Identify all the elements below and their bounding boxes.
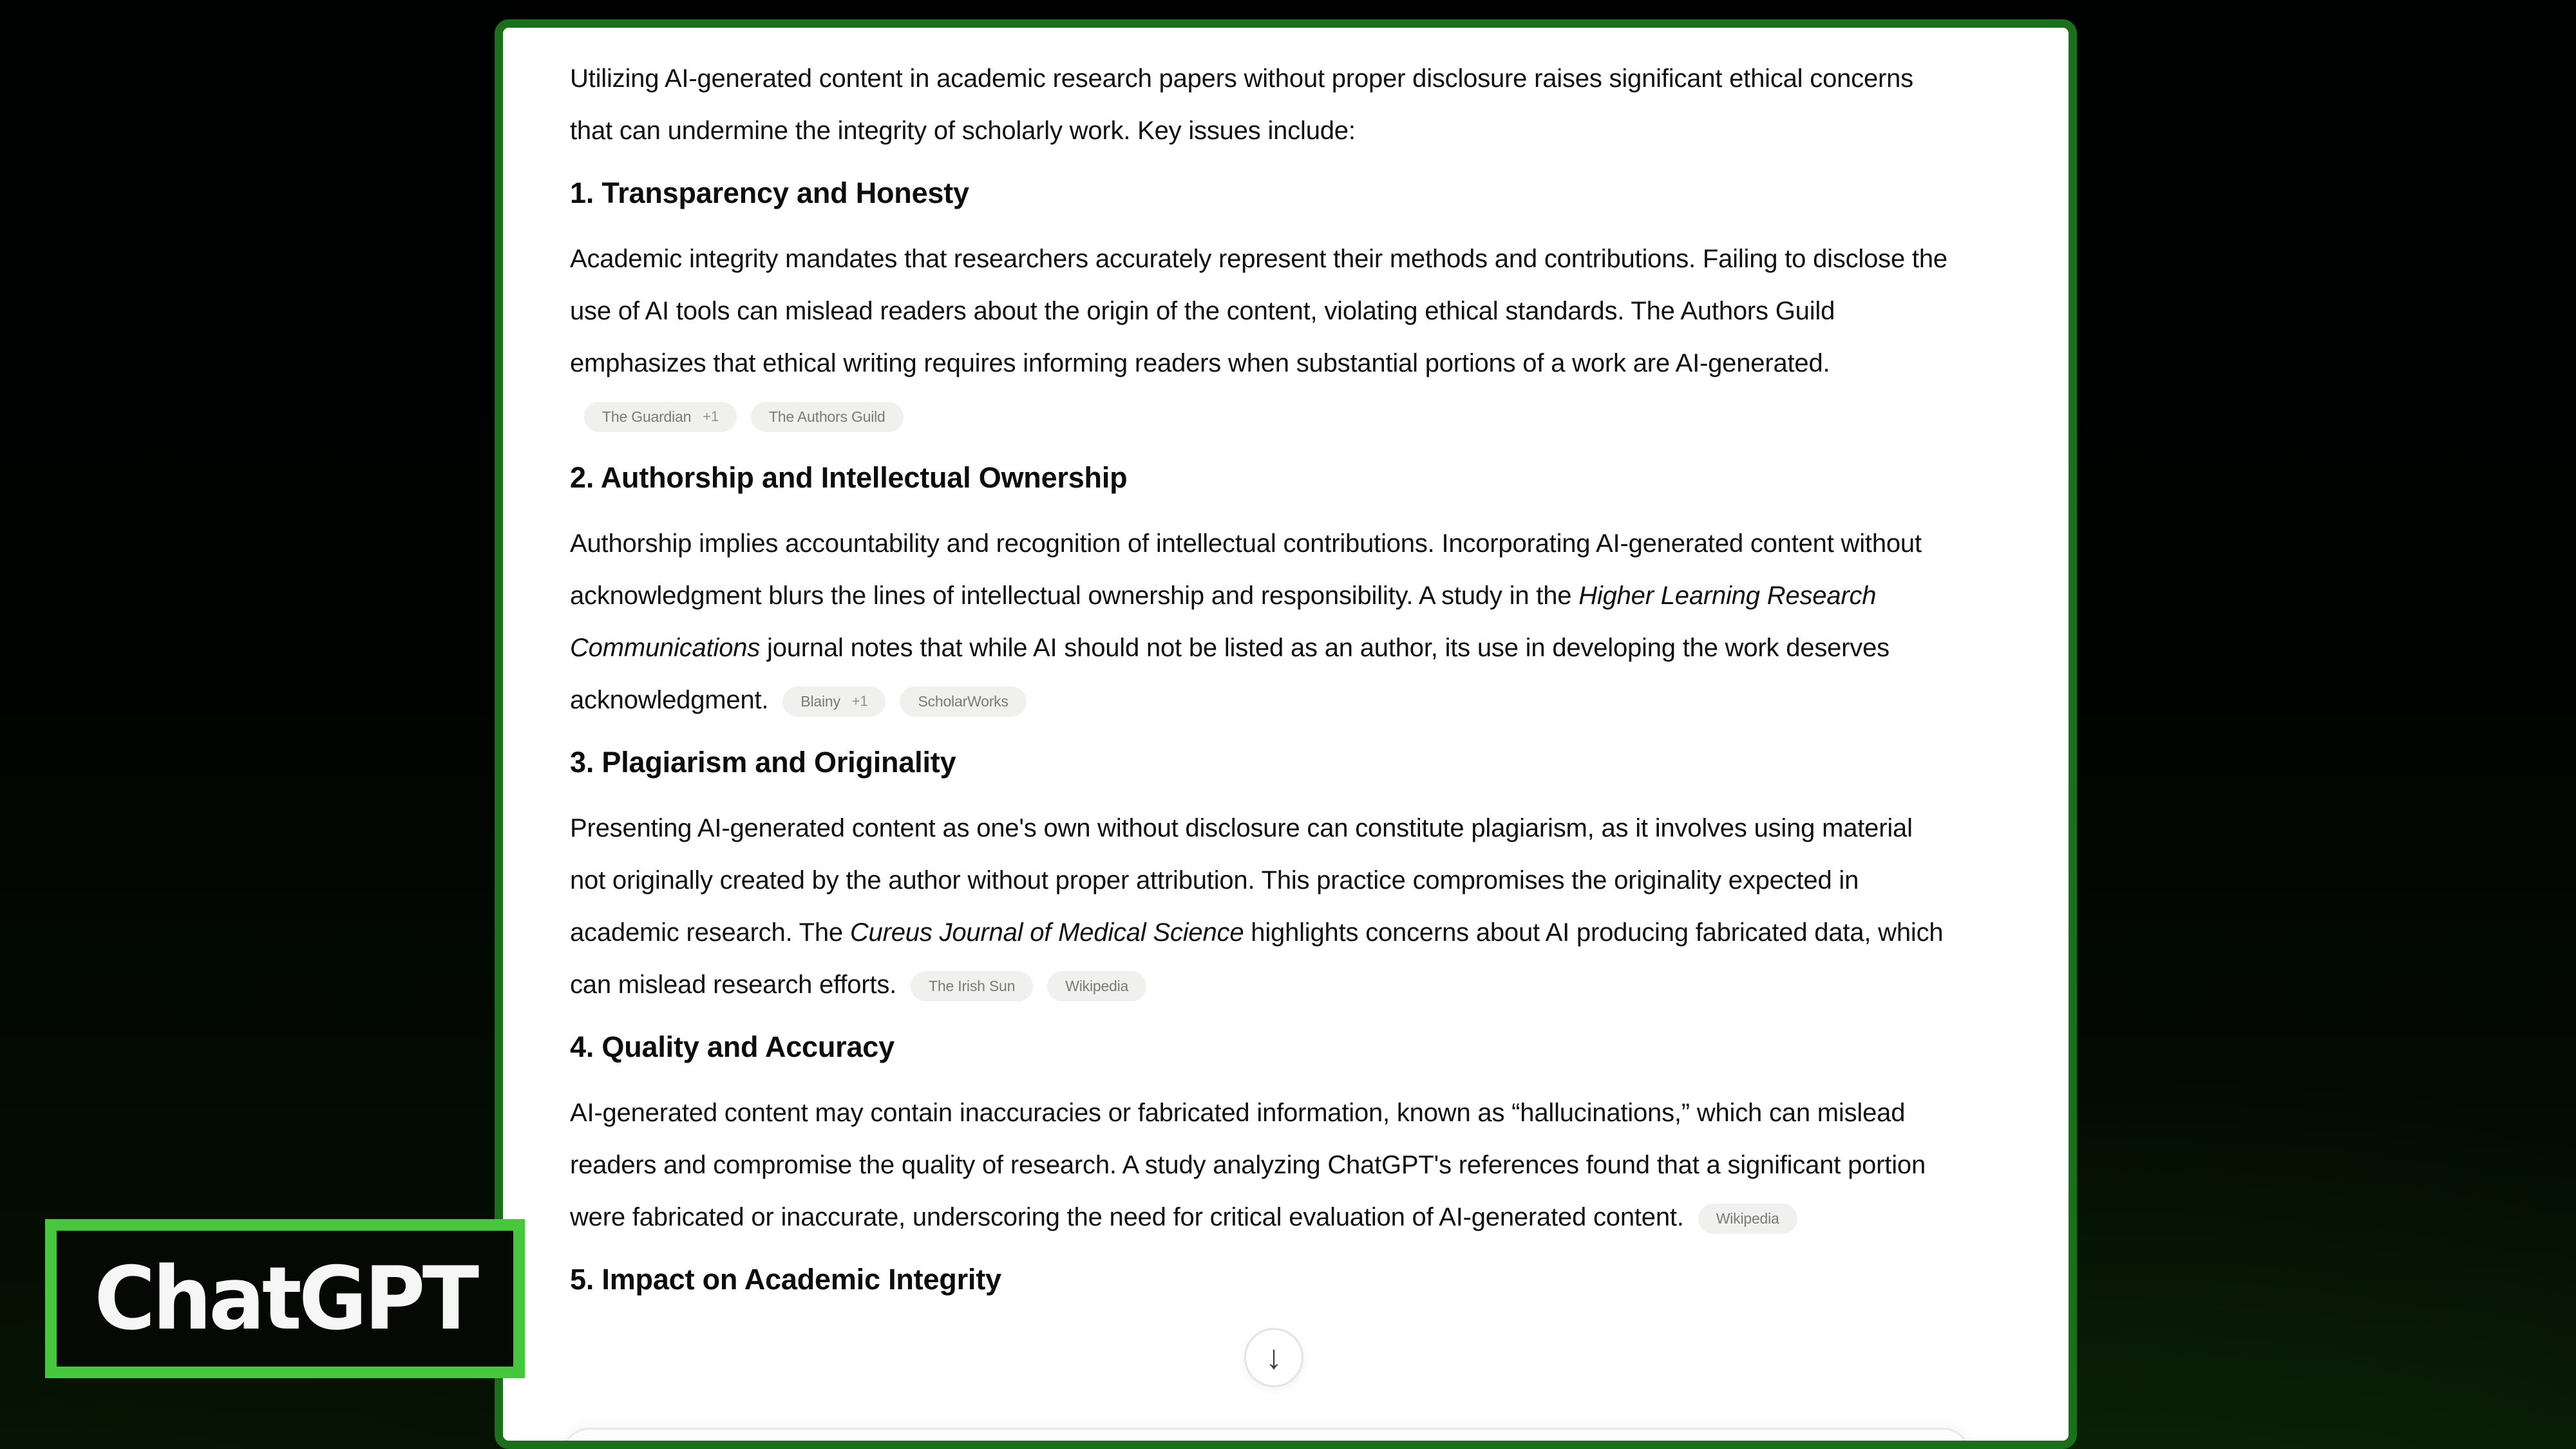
citation-source-label: The Authors Guild	[768, 408, 886, 425]
text-run: Utilizing AI-generated content in academic research papers without proper disclosure raises significant ethical concerns that can undermine the integrity of scholarly work. Key issues include:	[570, 64, 1913, 145]
citation-source-label: The Guardian	[602, 408, 692, 425]
section-heading: 5. Impact on Academic Integrity	[570, 1263, 1001, 1296]
citation-pill[interactable]	[911, 971, 1033, 1001]
citation-pill[interactable]	[1047, 971, 1146, 1001]
citation-source-label: The Irish Sun	[929, 977, 1016, 994]
citation-pill[interactable]	[900, 687, 1026, 717]
section-heading: 4. Quality and Accuracy	[570, 1030, 895, 1063]
citation-source-label: Blainy	[800, 692, 840, 710]
italic-journal-name: Higher Learning Research Communications	[570, 582, 1877, 662]
chatgpt-logo-badge	[45, 1219, 525, 1378]
scroll-to-bottom-button[interactable]	[1244, 1328, 1303, 1387]
text-run: AI-generated content may contain inaccuracies or fabricated information, known as “hallucinations,” which can mislead readers and compromise the quality of research. A study analyzing ChatGPT's references found that a significant portion were fabricated or inaccurate, underscoring the need for critical evaluation of AI-generated content.	[570, 1099, 1926, 1231]
citation-source-label: Wikipedia	[1065, 977, 1129, 994]
citation-pill[interactable]	[584, 402, 737, 432]
intro-paragraph	[570, 53, 1948, 157]
citation-pill[interactable]	[751, 402, 904, 432]
chat-input-box[interactable]	[562, 1428, 1970, 1449]
text-run: highlights concerns about AI producing fabricated data, which can mislead research efforts.	[570, 918, 1944, 999]
section-heading: 1. Transparency and Honesty	[570, 176, 969, 209]
citation-source-label: ScholarWorks	[918, 692, 1009, 710]
citation-extra-count: +1	[851, 693, 868, 710]
citation-pill[interactable]	[782, 687, 886, 717]
italic-journal-name: Cureus Journal of Medical Science	[849, 918, 1244, 947]
section-paragraph	[570, 1087, 1948, 1244]
down-arrow-icon: ↓	[1265, 1339, 1282, 1376]
text-run: Academic integrity mandates that researchers accurately represent their methods and contributions. Failing to disclose the use of AI tools can mislead readers about the origin of the content, violating ethical standards. The Authors Guild emphasizes that ethical writing requires informing readers when substantial portions of a work are AI-generated.	[570, 245, 1947, 377]
citation-extra-count: +1	[703, 408, 719, 425]
text-run: Authorship implies accountability and recognition of intellectual contributions. Incorporating AI-generated content without acknowledgment blurs the lines of intellectual ownership and responsibility. A study in the	[570, 529, 1922, 610]
chatgpt-logo-text: ChatGPT	[94, 1248, 476, 1349]
section-paragraph	[570, 802, 1948, 1011]
citation-source-label: Wikipedia	[1716, 1209, 1779, 1227]
text-run: Presenting AI-generated content as one's own without disclosure can constitute plagiarism, as it involves using material not originally created by the author without proper attribution. This practice compromises the originality expected in academic research. The	[570, 814, 1913, 947]
section-heading: 3. Plagiarism and Originality	[570, 746, 956, 779]
citation-pill[interactable]	[1698, 1204, 1797, 1234]
section-heading: 2. Authorship and Intellectual Ownership	[570, 461, 1128, 494]
assistant-message	[570, 53, 1948, 1320]
text-run: journal notes that while AI should not be listed as an author, its use in developing the work deserves acknowledgment.	[570, 634, 1889, 714]
chat-panel	[495, 19, 2077, 1449]
section-paragraph	[570, 233, 1948, 442]
section-paragraph	[570, 518, 1948, 726]
